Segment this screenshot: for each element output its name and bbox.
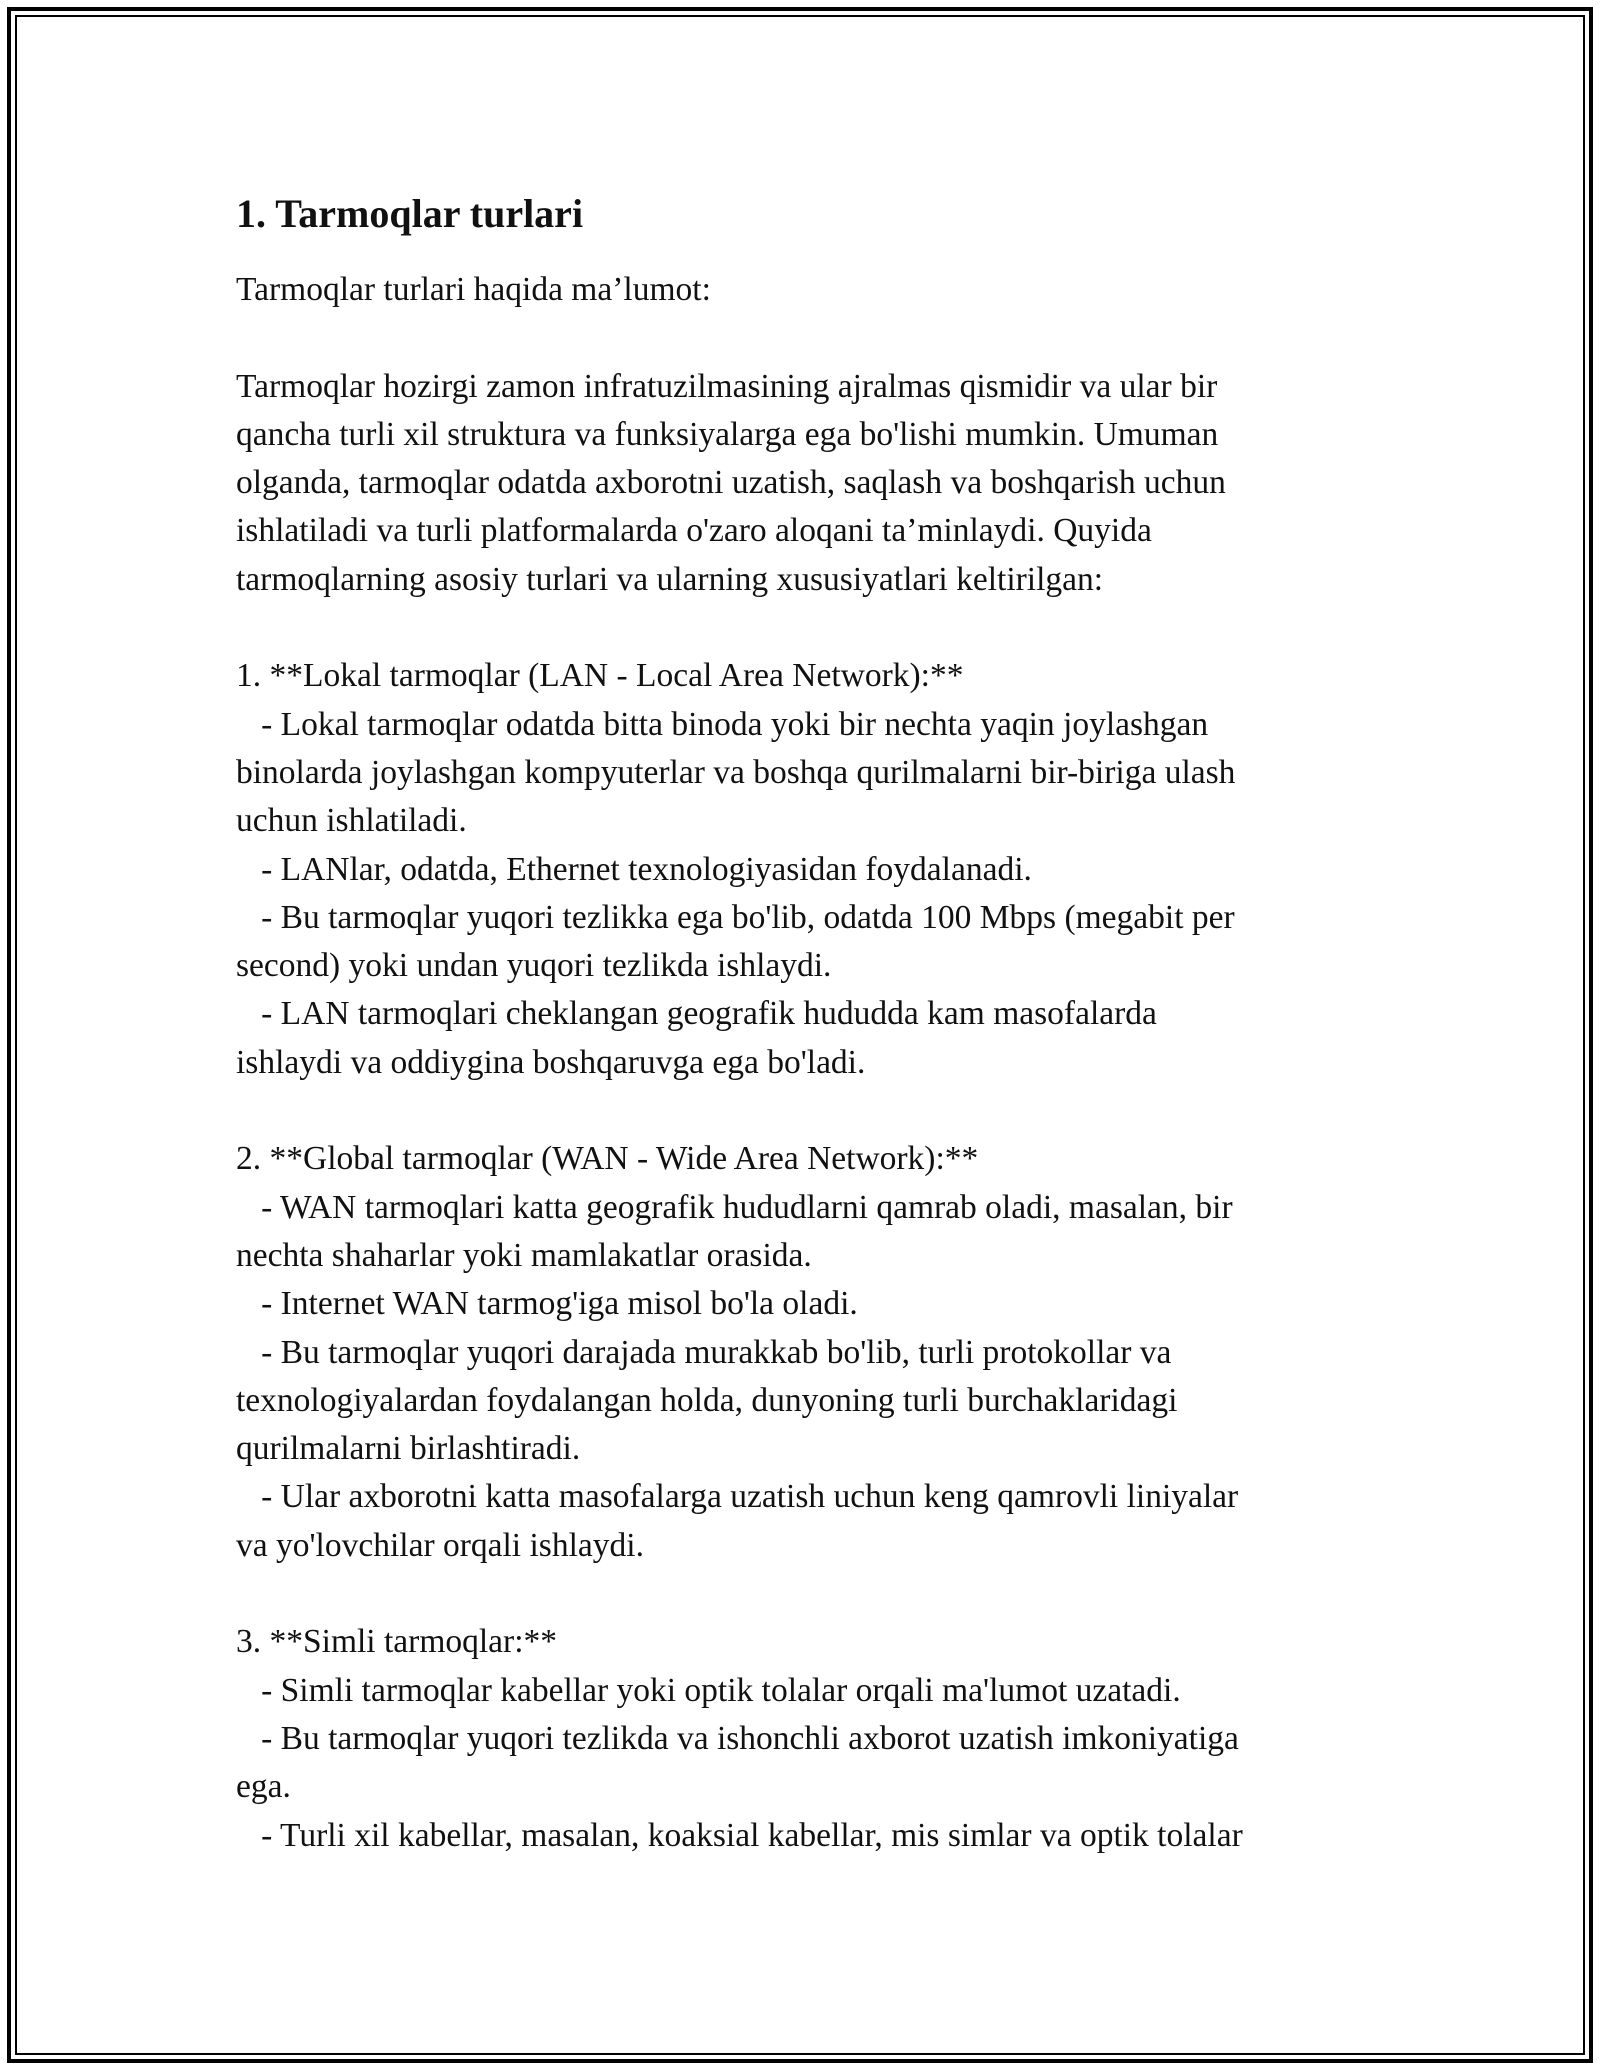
list-item-heading: 3. **Simli tarmoqlar:** [236,1623,558,1661]
section-heading: 1. Tarmoqlar turlari [236,191,584,236]
text-line: binolarda joylashgan kompyuterlar va boshqa qurilmalarni bir-biriga ulash [236,753,1236,791]
text-line: ishlatiladi va turli platformalarda o'zaro aloqani ta’minlaydi. Quyida [236,512,1152,550]
text-line: qancha turli xil struktura va funksiyalarga ega bo'lishi mumkin. Umuman [236,415,1219,453]
text-line: ega. [236,1768,291,1806]
text-line [236,1087,1376,1135]
text-line: - Turli xil kabellar, masalan, koaksial kabellar, mis simlar va optik tolalar [236,1816,1243,1854]
text-line: - Internet WAN tarmog'iga misol bo'la oladi. [236,1285,858,1323]
text-line: - Lokal tarmoqlar odatda bitta binoda yoki bir nechta yaqin joylashgan [236,705,1209,743]
text-line: texnologiyalardan foydalangan holda, dunyoning turli burchaklaridagi [236,1381,1178,1419]
text-line: - Ular axborotni katta masofalarga uzatish uchun keng qamrovli liniyalar [236,1478,1239,1516]
list-item-heading: 1. **Lokal tarmoqlar (LAN - Local Area Network):** [236,657,964,695]
text-line: tarmoqlarning asosiy turlari va ularning xususiyatlari keltirilgan: [236,560,1104,598]
text-line: va yo'lovchilar orqali ishlaydi. [236,1526,644,1564]
document-body [236,180,1376,1860]
text-line: Tarmoqlar hozirgi zamon infratuzilmasining ajralmas qismidir va ular bir [236,367,1218,405]
text-line: - Bu tarmoqlar yuqori tezlikka ega bo'lib, odatda 100 Mbps (megabit per [236,898,1235,936]
text-line [236,1570,1376,1618]
text-line: - WAN tarmoqlari katta geografik hududlarni qamrab oladi, masalan, bir [236,1188,1233,1226]
text-line: - Simli tarmoqlar kabellar yoki optik tolalar orqali ma'lumot uzatadi. [236,1671,1181,1709]
text-line: nechta shaharlar yoki mamlakatlar orasida. [236,1236,812,1274]
text-line: - LANlar, odatda, Ethernet texnologiyasidan foydalanadi. [236,850,1032,888]
text-line: qurilmalarni birlashtiradi. [236,1430,581,1468]
text-line [236,604,1376,652]
text-line: - LAN tarmoqlari cheklangan geografik hududda kam masofalarda [236,995,1157,1033]
text-line: - Bu tarmoqlar yuqori darajada murakkab bo'lib, turli protokollar va [236,1333,1172,1371]
text-line: Tarmoqlar turlari haqida ma’lumot: [236,271,711,308]
text-line: olganda, tarmoqlar odatda axborotni uzatish, saqlash va boshqarish uchun [236,464,1226,502]
text-line [236,314,1376,362]
text-line: second) yoki undan yuqori tezlikda ishlaydi. [236,947,832,985]
text-line: - Bu tarmoqlar yuqori tezlikda va ishonchli axborot uzatish imkoniyatiga [236,1719,1239,1757]
text-line: ishlaydi va oddiygina boshqaruvga ega bo'ladi. [236,1043,866,1081]
text-line: uchun ishlatiladi. [236,802,467,840]
list-item-heading: 2. **Global tarmoqlar (WAN - Wide Area Network):** [236,1140,979,1178]
